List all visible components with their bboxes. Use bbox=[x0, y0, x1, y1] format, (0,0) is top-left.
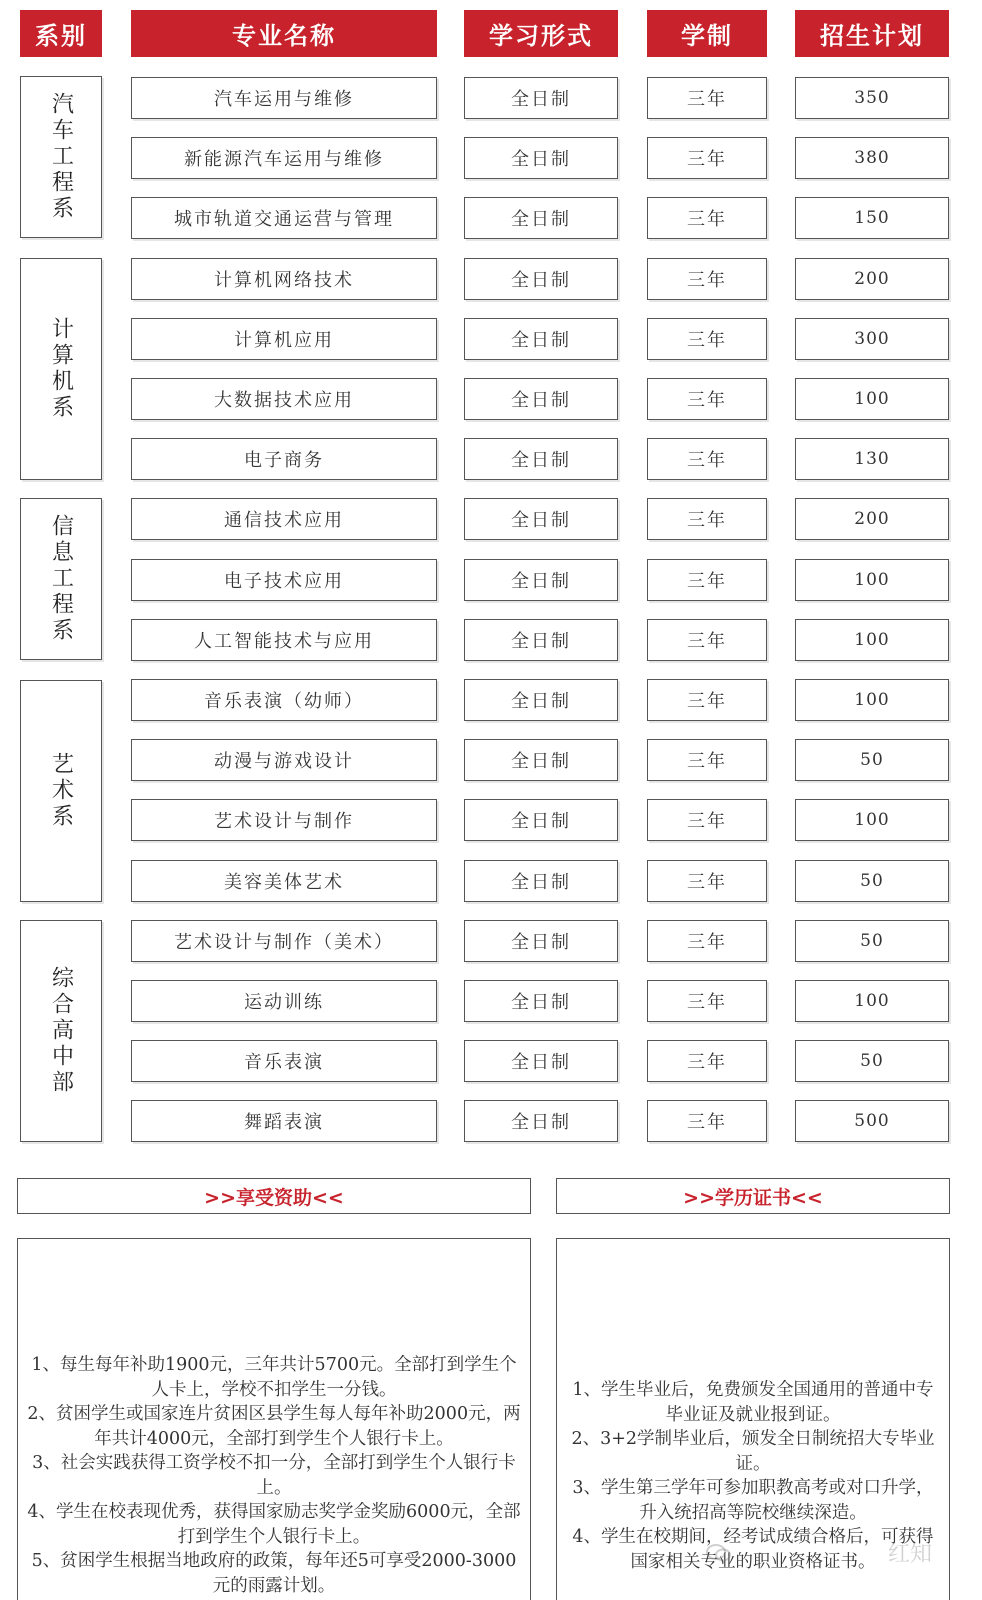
funding-item: 4、学生在校表现优秀，获得国家励志奖学金奖励6000元，全部打到学生个人银行卡上。 bbox=[27, 1502, 521, 1547]
duration-cell: 三年 bbox=[647, 318, 767, 360]
form-cell: 全日制 bbox=[464, 980, 618, 1022]
form-cell: 全日制 bbox=[464, 318, 618, 360]
form-cell: 全日制 bbox=[464, 799, 618, 841]
major-cell: 电子商务 bbox=[131, 438, 437, 480]
dept-automotive bbox=[20, 76, 102, 238]
quota-cell: 100 bbox=[795, 799, 949, 841]
form-cell: 全日制 bbox=[464, 77, 618, 119]
duration-cell: 三年 bbox=[647, 438, 767, 480]
funding-item: 5、贫困学生根据当地政府的政策，每年还5可享受2000-3000元的雨露计划。 bbox=[31, 1551, 517, 1596]
duration-cell: 三年 bbox=[647, 197, 767, 239]
form-cell: 全日制 bbox=[464, 920, 618, 962]
form-cell: 全日制 bbox=[464, 137, 618, 179]
quota-cell: 150 bbox=[795, 197, 949, 239]
form-cell: 全日制 bbox=[464, 559, 618, 601]
quota-cell: 300 bbox=[795, 318, 949, 360]
certificate-item: 4、学生在校期间，经考试成绩合格后，可获得国家相关专业的职业资格证书。 bbox=[572, 1527, 934, 1572]
certificate-title: >>学历证书<< bbox=[556, 1178, 950, 1214]
quota-cell: 50 bbox=[795, 920, 949, 962]
dept-comprehensive bbox=[20, 920, 102, 1142]
header-major: 专业名称 bbox=[131, 10, 437, 57]
form-cell: 全日制 bbox=[464, 739, 618, 781]
quota-cell: 100 bbox=[795, 679, 949, 721]
certificate-item: 3、学生第三学年可参加职教高考或对口升学，升入统招高等院校继续深造。 bbox=[572, 1478, 934, 1523]
certificate-item: 1、学生毕业后，免费颁发全国通用的普通中专毕业证及就业报到证。 bbox=[572, 1380, 934, 1425]
duration-cell: 三年 bbox=[647, 559, 767, 601]
quota-cell: 100 bbox=[795, 980, 949, 1022]
dept-label: 艺术系 bbox=[48, 752, 74, 830]
form-cell: 全日制 bbox=[464, 197, 618, 239]
header-dept: 系别 bbox=[20, 10, 102, 57]
duration-cell: 三年 bbox=[647, 258, 767, 300]
wechat-icon bbox=[706, 1544, 732, 1562]
header-form: 学习形式 bbox=[464, 10, 618, 57]
funding-item: 2、贫困学生或国家连片贫困区县学生每人每年补助2000元，两年共计4000元，全部打到学生个人银行卡上。 bbox=[27, 1404, 521, 1449]
quota-cell: 100 bbox=[795, 559, 949, 601]
duration-cell: 三年 bbox=[647, 378, 767, 420]
form-cell: 全日制 bbox=[464, 860, 618, 902]
duration-cell: 三年 bbox=[647, 77, 767, 119]
duration-cell: 三年 bbox=[647, 920, 767, 962]
quota-cell: 100 bbox=[795, 619, 949, 661]
duration-cell: 三年 bbox=[647, 1040, 767, 1082]
duration-cell: 三年 bbox=[647, 739, 767, 781]
duration-cell: 三年 bbox=[647, 1100, 767, 1142]
dept-computer bbox=[20, 258, 102, 480]
major-cell: 舞蹈表演 bbox=[131, 1100, 437, 1142]
duration-cell: 三年 bbox=[647, 498, 767, 540]
quota-cell: 200 bbox=[795, 258, 949, 300]
major-cell: 电子技术应用 bbox=[131, 559, 437, 601]
dept-art bbox=[20, 680, 102, 902]
quota-cell: 500 bbox=[795, 1100, 949, 1142]
dept-information bbox=[20, 498, 102, 660]
quota-cell: 50 bbox=[795, 739, 949, 781]
major-cell: 美容美体艺术 bbox=[131, 860, 437, 902]
major-cell: 人工智能技术与应用 bbox=[131, 619, 437, 661]
quota-cell: 130 bbox=[795, 438, 949, 480]
major-cell: 城市轨道交通运营与管理 bbox=[131, 197, 437, 239]
major-cell: 音乐表演 bbox=[131, 1040, 437, 1082]
quota-cell: 200 bbox=[795, 498, 949, 540]
form-cell: 全日制 bbox=[464, 679, 618, 721]
major-cell: 通信技术应用 bbox=[131, 498, 437, 540]
certificate-item: 2、3+2学制毕业后，颁发全日制统招大专毕业证。 bbox=[571, 1429, 935, 1474]
form-cell: 全日制 bbox=[464, 438, 618, 480]
major-cell: 计算机网络技术 bbox=[131, 258, 437, 300]
form-cell: 全日制 bbox=[464, 619, 618, 661]
major-cell: 新能源汽车运用与维修 bbox=[131, 137, 437, 179]
major-cell: 音乐表演（幼师） bbox=[131, 679, 437, 721]
major-cell: 大数据技术应用 bbox=[131, 378, 437, 420]
duration-cell: 三年 bbox=[647, 137, 767, 179]
funding-item: 1、每生每年补助1900元，三年共计5700元。全部打到学生个人卡上，学校不扣学生一分钱。 bbox=[31, 1355, 517, 1400]
major-cell: 艺术设计与制作（美术） bbox=[131, 920, 437, 962]
header-quota: 招生计划 bbox=[795, 10, 949, 57]
form-cell: 全日制 bbox=[464, 378, 618, 420]
dept-label: 综合高中部 bbox=[48, 966, 74, 1096]
header-duration: 学制 bbox=[647, 10, 767, 57]
form-cell: 全日制 bbox=[464, 1040, 618, 1082]
duration-cell: 三年 bbox=[647, 980, 767, 1022]
dept-label: 信息工程系 bbox=[48, 514, 74, 644]
dept-label: 计算机系 bbox=[48, 317, 74, 421]
watermark-text: 红知 bbox=[887, 1542, 932, 1567]
major-cell: 运动训练 bbox=[131, 980, 437, 1022]
quota-cell: 350 bbox=[795, 77, 949, 119]
funding-panel bbox=[17, 1238, 531, 1600]
quota-cell: 100 bbox=[795, 378, 949, 420]
funding-title: >>享受资助<< bbox=[17, 1178, 531, 1214]
funding-item: 3、社会实践获得工资学校不扣一分，全部打到学生个人银行卡上。 bbox=[32, 1453, 516, 1498]
major-cell: 计算机应用 bbox=[131, 318, 437, 360]
quota-cell: 50 bbox=[795, 1040, 949, 1082]
duration-cell: 三年 bbox=[647, 860, 767, 902]
major-cell: 艺术设计与制作 bbox=[131, 799, 437, 841]
dept-label: 汽车工程系 bbox=[48, 92, 74, 222]
quota-cell: 50 bbox=[795, 860, 949, 902]
form-cell: 全日制 bbox=[464, 1100, 618, 1142]
duration-cell: 三年 bbox=[647, 619, 767, 661]
major-cell: 动漫与游戏设计 bbox=[131, 739, 437, 781]
form-cell: 全日制 bbox=[464, 258, 618, 300]
major-cell: 汽车运用与维修 bbox=[131, 77, 437, 119]
form-cell: 全日制 bbox=[464, 498, 618, 540]
duration-cell: 三年 bbox=[647, 799, 767, 841]
duration-cell: 三年 bbox=[647, 679, 767, 721]
quota-cell: 380 bbox=[795, 137, 949, 179]
